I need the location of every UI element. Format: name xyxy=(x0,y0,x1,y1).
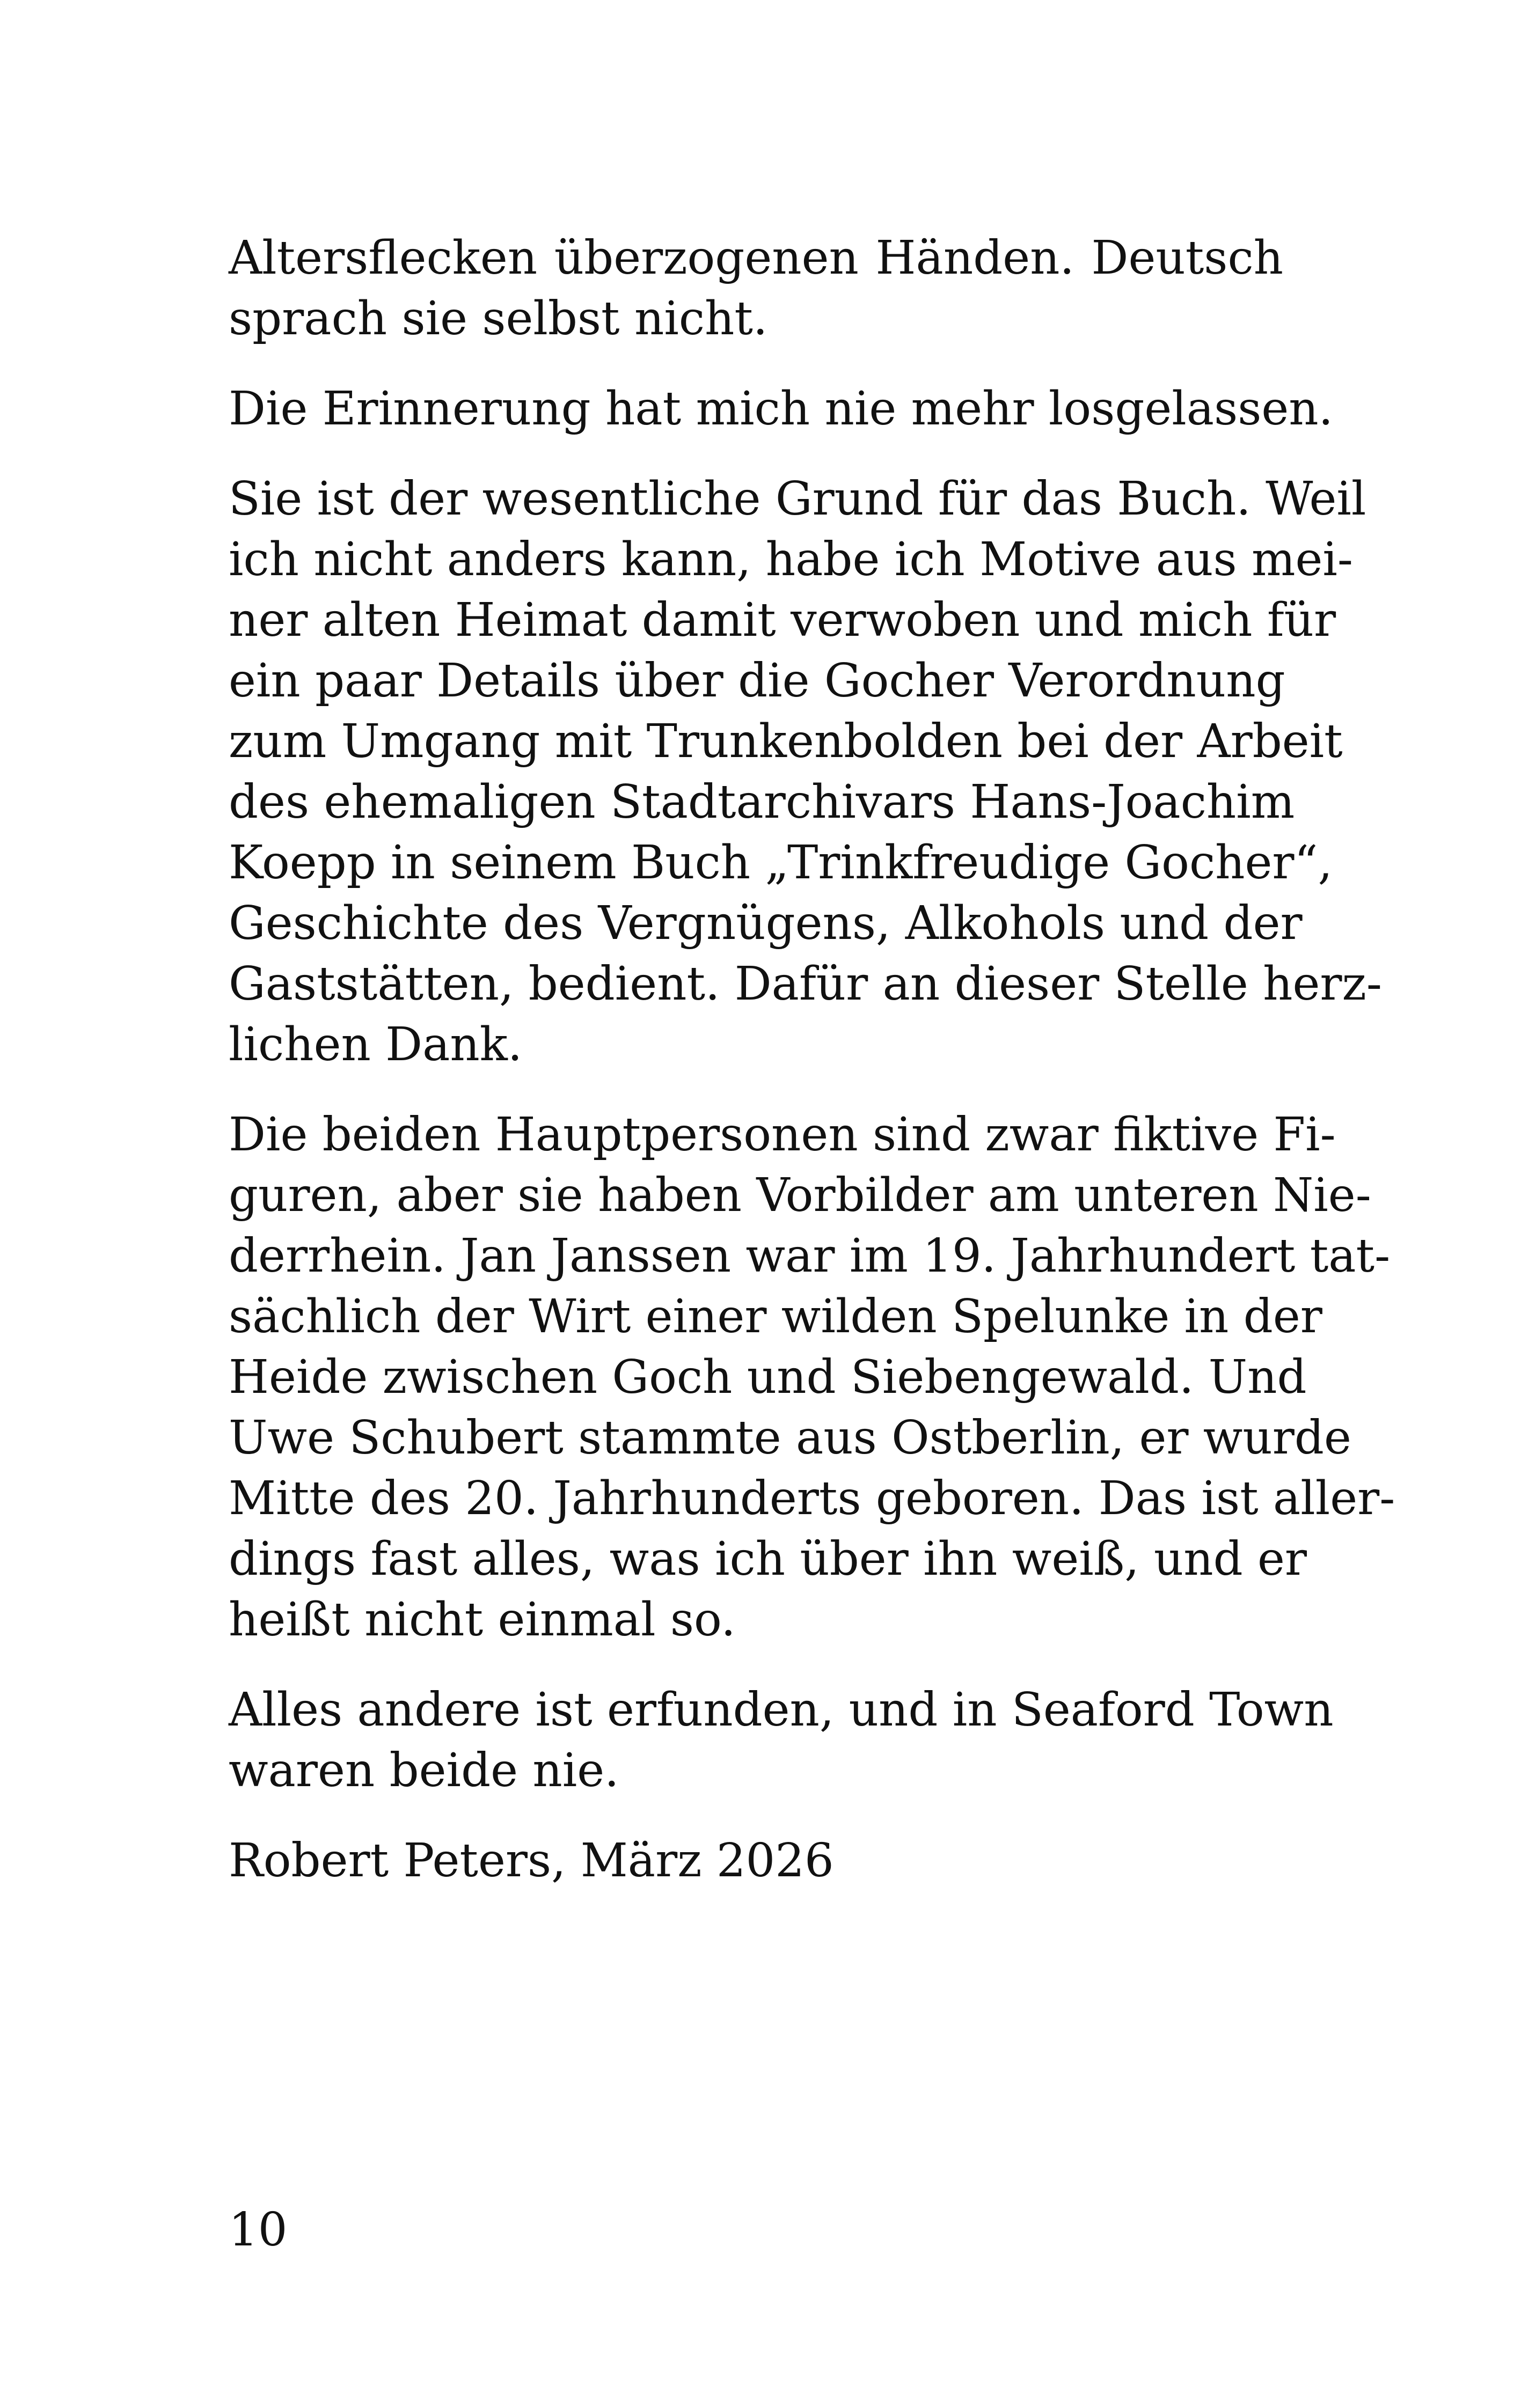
paragraph-4-line-3: derrhein. Jan Janssen war im 19. Jahrhundert tat- xyxy=(229,1229,1391,1283)
paragraph-4-line-7: Mitte des 20. Jahrhunderts geboren. Das ist aller- xyxy=(229,1472,1395,1525)
paragraph-4-line-1: Die beiden Hauptpersonen sind zwar fiktive Fi- xyxy=(229,1108,1336,1162)
body-text xyxy=(229,228,1395,1891)
paragraph-4-line-4: sächlich der Wirt einer wilden Spelunke in der xyxy=(229,1290,1322,1344)
paragraph-gap xyxy=(229,439,1283,469)
paragraph-3-line-10: lichen Dank. xyxy=(229,1018,523,1071)
paragraph-3-line-7: Koepp in seinem Buch „Trinkfreudige Gocher“, xyxy=(229,836,1333,890)
paragraph-3-line-3: ner alten Heimat damit verwoben und mich für xyxy=(229,593,1336,647)
paragraph-4-line-9: heißt nicht einmal so. xyxy=(229,1593,736,1647)
page-number: 10 xyxy=(229,2203,288,2257)
paragraph-3-line-6: des ehemaligen Stadtarchivars Hans-Joachim xyxy=(229,775,1295,829)
author-signature-line: Robert Peters, März 2026 xyxy=(229,1834,834,1888)
paragraph-4-line-8: dings fast alles, was ich über ihn weiß, und er xyxy=(229,1532,1307,1586)
paragraph-2-line-1: Die Erinnerung hat mich nie mehr losgelassen. xyxy=(229,382,1333,436)
paragraph-3-line-1: Sie ist der wesentliche Grund für das Buch. Weil xyxy=(229,472,1366,526)
paragraph-gap xyxy=(229,349,1283,379)
paragraph-3-line-8: Geschichte des Vergnügens, Alkohols und der xyxy=(229,897,1303,950)
paragraph-4-line-6: Uwe Schubert stammte aus Ostberlin, er wurde xyxy=(229,1411,1351,1465)
paragraph-4-line-5: Heide zwischen Goch und Siebengewald. Und xyxy=(229,1350,1307,1404)
paragraph-3-line-4: ein paar Details über die Gocher Verordnung xyxy=(229,654,1285,708)
paragraph-1-line-2: sprach sie selbst nicht. xyxy=(229,292,768,346)
paragraph-3-line-2: ich nicht anders kann, habe ich Motive aus mei- xyxy=(229,533,1353,586)
paragraph-gap xyxy=(229,1650,1283,1680)
paragraph-gap xyxy=(229,1801,1283,1831)
paragraph-1-line-1: Altersflecken überzogenen Händen. Deutsch xyxy=(229,231,1283,285)
paragraph-5-line-2: waren beide nie. xyxy=(229,1744,619,1797)
paragraph-4-line-2: guren, aber sie haben Vorbilder am unteren Nie- xyxy=(229,1169,1371,1222)
paragraph-5-line-1: Alles andere ist erfunden, und in Seaford Town xyxy=(229,1683,1334,1737)
paragraph-gap xyxy=(229,1075,1283,1105)
paragraph-3-line-5: zum Umgang mit Trunkenbolden bei der Arbeit xyxy=(229,715,1343,768)
paragraph-3-line-9: Gaststätten, bedient. Dafür an dieser Stelle herz- xyxy=(229,957,1382,1011)
